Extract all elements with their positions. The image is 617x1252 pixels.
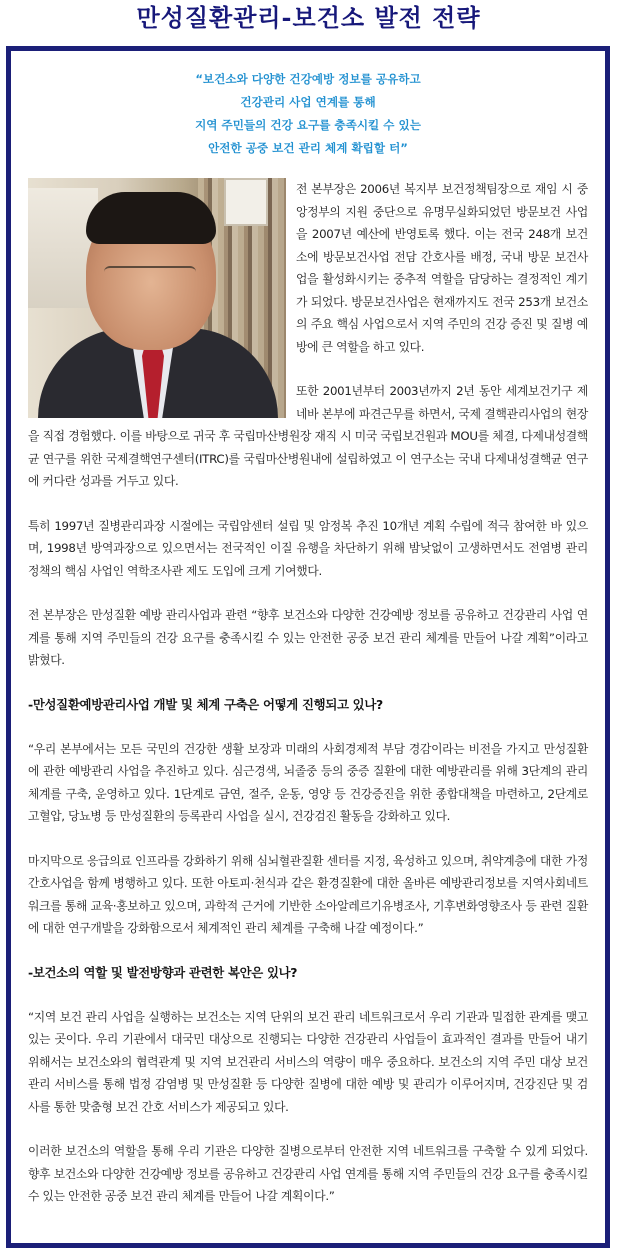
paragraph: 특히 1997년 질병관리과장 시절에는 국립암센터 설립 및 암정복 추진 10개년 계획 수립에 적극 참여한 바 있으며, 1998년 방역과장으로 있으면서는 전국적인 이질 유행을 차단하기 위해 밤낮없이 고생하면서도 전염병 관리 정책의 핵심 사업인 역학조사관 제도 도입에 크게 기여했다. bbox=[28, 518, 588, 578]
question-heading: -만성질환예방관리사업 개발 및 체계 구축은 어떻게 진행되고 있나? bbox=[28, 696, 383, 712]
pull-quote-line: 지역 주민들의 건강 요구를 충족시킬 수 있는 bbox=[195, 118, 421, 132]
paragraph: “지역 보건 관리 사업을 실행하는 보건소는 지역 단위의 보건 관리 네트워크로서 우리 기관과 밀접한 관계를 맺고 있는 곳이다. 우리 기관에서 대국민 대상으로 진행되는 다양한 건강관리 사업들이 효과적인 결과를 만들어 내기 위해서는 보건소와의 협력관계 및 지역 보건관리 서비스의 역량이 매우 중요하다. 보건소의 지역 주민 대상 보건 관리 서비스를 통해 법정 감염병 및 만성질환 등 다양한 질병에 대한 예방 및 관리가 이루어지며, 건강진단 및 검사를 통한 맞춤형 보건 간호 서비스가 제공되고 있다. bbox=[28, 1009, 588, 1114]
pull-quote-line: 안전한 공중 보건 관리 체계 확립할 터” bbox=[208, 141, 408, 155]
article-frame bbox=[6, 46, 610, 1248]
portrait-photo bbox=[28, 178, 286, 418]
pull-quote-line: “보건소와 다양한 건강예방 정보를 공유하고 bbox=[195, 72, 421, 86]
article-body bbox=[28, 68, 588, 1208]
paragraph: 전 본부장은 2006년 복지부 보건정책팀장으로 재임 시 중앙정부의 지원 중단으로 유명무실화되었던 방문보건 사업을 2007년 예산에 반영토록 했다. 이는 전국 248개 보건소에 방문보건사업 전담 간호사를 배정, 국내 방문 보건사업을 활성화시키는 중추적 역할을 담당하는 결정적인 계기가 되었다. 방문보건사업은 현재까지도 전국 253개 보건소의 주요 핵심 사업으로서 지역 주민의 건강 증진 및 질병 예방에 큰 역할을 하고 있다. bbox=[296, 182, 588, 354]
question-heading: -보건소의 역할 및 발전방향과 관련한 복안은 있나? bbox=[28, 964, 298, 980]
pull-quote-line: 건강관리 사업 연계를 통해 bbox=[240, 95, 376, 109]
paragraph: 마지막으로 응급의료 인프라를 강화하기 위해 심뇌혈관질환 센터를 지정, 육성하고 있으며, 취약계층에 대한 가정간호사업을 함께 병행하고 있다. 또한 아토피·천식과 같은 환경질환에 대한 올바른 예방관리정보를 지역사회네트워크를 통해 교육·홍보하고 있으며, 과학적 근거에 기반한 소아알레르기유병조사, 기후변화영향조사 등 관련 질환에 대한 연구개발을 강화함으로서 체계적인 관리 체계를 구축해 나갈 예정이다.” bbox=[28, 853, 588, 935]
paragraph: 또한 2001년부터 2003년까지 2년 동안 세계보건기구 제네바 본부에 파견근무를 하면서, 국제 결핵관리사업의 현장을 직접 경험했다. 이를 바탕으로 귀국 후 국립마산병원장 재직 시 미국 국립보건원과 MOU를 체결, 다제내성결핵균 연구를 위한 국제결핵연구센터(ITRC)를 국립마산병원내에 설립하였고 이 연구소는 국내 다제내성결핵균 연구에 커다란 성과를 거두고 있다. bbox=[28, 384, 588, 488]
pull-quote bbox=[28, 68, 588, 160]
page-title: 만성질환관리-보건소 발전 전략 bbox=[136, 3, 481, 32]
intro-section bbox=[28, 178, 588, 493]
paragraph: 전 본부장은 만성질환 예방 관리사업과 관련 “향후 보건소와 다양한 건강예방 정보를 공유하고 건강관리 사업 연계를 통해 지역 주민들의 건강 요구를 충족시킬 수 있는 안전한 공중 보건 관리 체계를 만들어 나갈 계획”이라고 밝혔다. bbox=[28, 608, 588, 667]
paragraph: 이러한 보건소의 역할을 통해 우리 기관은 다양한 질병으로부터 안전한 지역 네트워크를 구축할 수 있게 되었다. 향후 보건소와 다양한 건강예방 정보를 공유하고 건강관리 사업 연계를 통해 지역 주민들의 건강 요구를 충족시킬 수 있는 안전한 공중 보건 관리 체계를 만들어 나갈 계획이다.” bbox=[28, 1144, 588, 1203]
paragraph: “우리 본부에서는 모든 국민의 건강한 생활 보장과 미래의 사회경제적 부담 경감이라는 비전을 가지고 만성질환에 관한 예방관리 사업을 추진하고 있다. 심근경색, 뇌졸중 등의 중증 질환에 대한 예방관리를 위해 3단계의 관리 체계를 구축, 운영하고 있다. 1단계로 금연, 절주, 운동, 영양 등 건강증진을 위한 종합대책을 마련하고, 2단계로 고혈압, 당뇨병 등 만성질환의 등록관리 사업을 실시, 건강검진 활동을 강화하고 있다. bbox=[28, 741, 588, 823]
